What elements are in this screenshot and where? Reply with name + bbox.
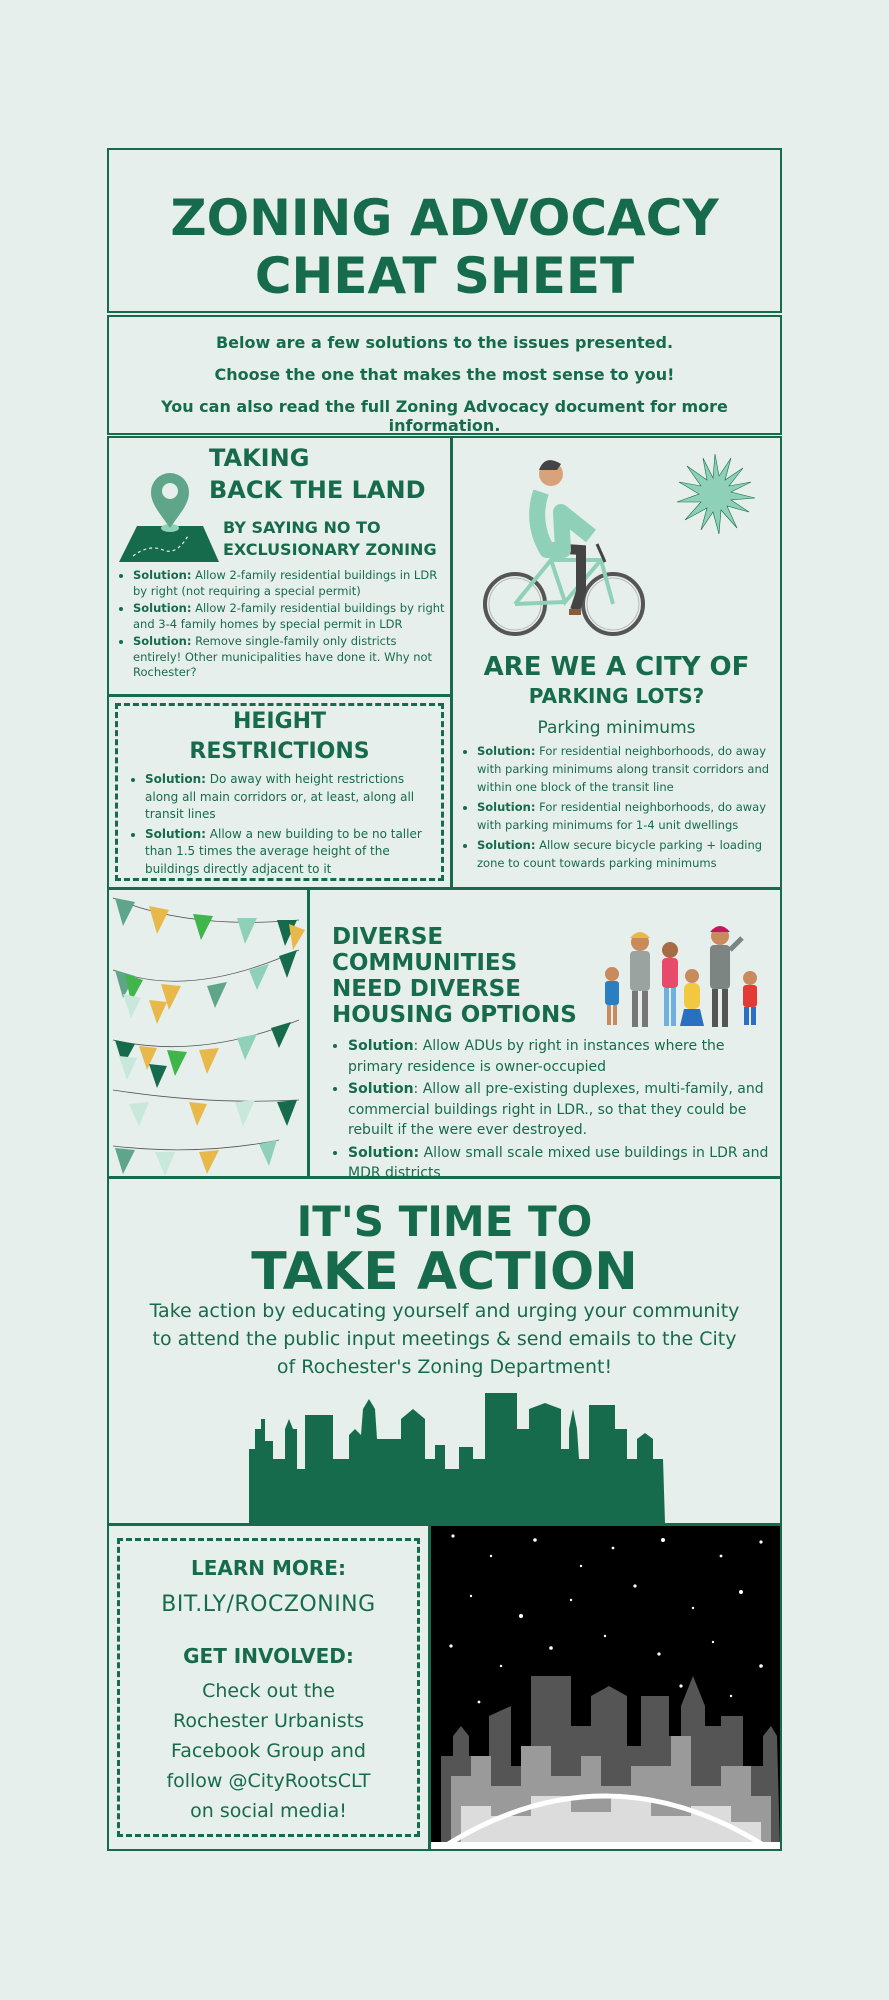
list-item: • Solution: Allow small scale mixed use buildings in LDR and MDR districts xyxy=(348,1143,770,1184)
height-solutions-list xyxy=(127,771,437,880)
intro-box xyxy=(107,315,782,435)
land-solutions-list xyxy=(115,568,445,683)
learn-more-link[interactable]: BIT.LY/ROCZONING xyxy=(161,1592,376,1617)
action-title-line1: IT'S TIME TO xyxy=(296,1197,593,1246)
list-item: • Solution: Remove single-family only districts entirely! Other municipalities have done it. Why not Rochester? xyxy=(133,634,445,681)
land-title-line1: TAKING xyxy=(209,444,310,472)
involved-line2: Rochester Urbanists xyxy=(172,1710,365,1732)
height-title-line1: HEIGHT xyxy=(232,709,327,734)
parking-title-line1: ARE WE A CITY OF xyxy=(483,652,750,682)
land-subtitle-line1: BY SAYING NO TO xyxy=(223,518,381,537)
intro-line3: You can also read the full Zoning Advocacy document for more information. xyxy=(161,397,728,435)
action-section xyxy=(107,1177,782,1525)
parking-title-line2: PARKING LOTS? xyxy=(528,684,705,708)
height-section xyxy=(107,695,452,889)
list-item: • Solution: Allow secure bicycle parking + loading zone to count towards parking minimums xyxy=(477,836,777,872)
list-item: • Solution: For residential neighborhoods, do away with parking minimums for 1-4 unit dwellings xyxy=(477,798,777,834)
list-item: • Solution: Do away with height restrictions along all main corridors or, at least, along all transit lines xyxy=(145,771,437,824)
action-title-line2: TAKE ACTION xyxy=(251,1242,638,1302)
footer-info-panel xyxy=(107,1524,430,1851)
page-title-line2: CHEAT SHEET xyxy=(254,247,635,305)
list-item: • Solution: Allow 2-family residential buildings by right and 3-4 family homes by special permit in LDR xyxy=(133,601,445,632)
list-item: • Solution: For residential neighborhoods, do away with parking minimums along transit corridors and within one block of the transit line xyxy=(477,742,777,796)
action-body-line2: to attend the public input meetings & send emails to the City xyxy=(152,1328,737,1350)
involved-line5: on social media! xyxy=(190,1800,347,1822)
action-body-line3: of Rochester's Zoning Department! xyxy=(276,1356,613,1378)
learn-more-heading: LEARN MORE: xyxy=(191,1556,346,1580)
page-title-line1: ZONING ADVOCACY xyxy=(170,189,719,247)
family-illustration xyxy=(596,918,766,1030)
diverse-title-line1: DIVERSE xyxy=(332,924,444,950)
diverse-title-line2: COMMUNITIES xyxy=(332,950,518,976)
map-pin-icon xyxy=(119,464,221,564)
action-body-line1: Take action by educating yourself and urging your community xyxy=(149,1300,740,1322)
height-title-line2: RESTRICTIONS xyxy=(189,739,370,764)
parking-subtitle: Parking minimums xyxy=(537,718,696,738)
bunting-flags-illustration xyxy=(109,890,307,1176)
list-item: • Solution: Allow 2-family residential buildings in LDR by right (not requiring a special permit) xyxy=(133,568,445,599)
parking-section xyxy=(451,436,782,889)
intro-line2: Choose the one that makes the most sense to you! xyxy=(214,365,675,384)
sunburst-icon xyxy=(673,452,757,536)
night-city-illustration xyxy=(431,1526,780,1849)
land-section xyxy=(107,436,452,696)
land-title-line2: BACK THE LAND xyxy=(209,476,426,504)
city-skyline-illustration xyxy=(249,1389,665,1523)
get-involved-heading: GET INVOLVED: xyxy=(183,1644,354,1668)
night-skyline-panel xyxy=(429,1524,782,1851)
diverse-section xyxy=(308,888,782,1181)
intro-line1: Below are a few solutions to the issues presented. xyxy=(215,333,674,352)
diverse-title-line4: HOUSING OPTIONS xyxy=(332,1002,577,1028)
cyclist-illustration xyxy=(481,452,651,648)
involved-line1: Check out the xyxy=(202,1680,335,1702)
diverse-title-line3: NEED DIVERSE xyxy=(332,976,521,1002)
land-subtitle-line2: EXCLUSIONARY ZONING xyxy=(223,540,437,559)
involved-line4: follow @CityRootsCLT xyxy=(166,1770,371,1792)
list-item: • Solution: Allow a new building to be no taller than 1.5 times the average height of the buildings directly adjacent to it xyxy=(145,826,437,879)
involved-line3: Facebook Group and xyxy=(171,1740,366,1762)
diverse-solutions-list xyxy=(330,1036,770,1186)
list-item: • Solution: Allow all pre-existing duplexes, multi-family, and commercial buildings right in LDR., so that they could be rebuilt if the were ever destroyed. xyxy=(348,1079,770,1141)
list-item: • Solution: Allow ADUs by right in instances where the primary residence is owner-occupied xyxy=(348,1036,770,1077)
parking-solutions-list xyxy=(459,742,777,874)
header-box xyxy=(107,148,782,313)
bunting-panel xyxy=(107,888,309,1178)
